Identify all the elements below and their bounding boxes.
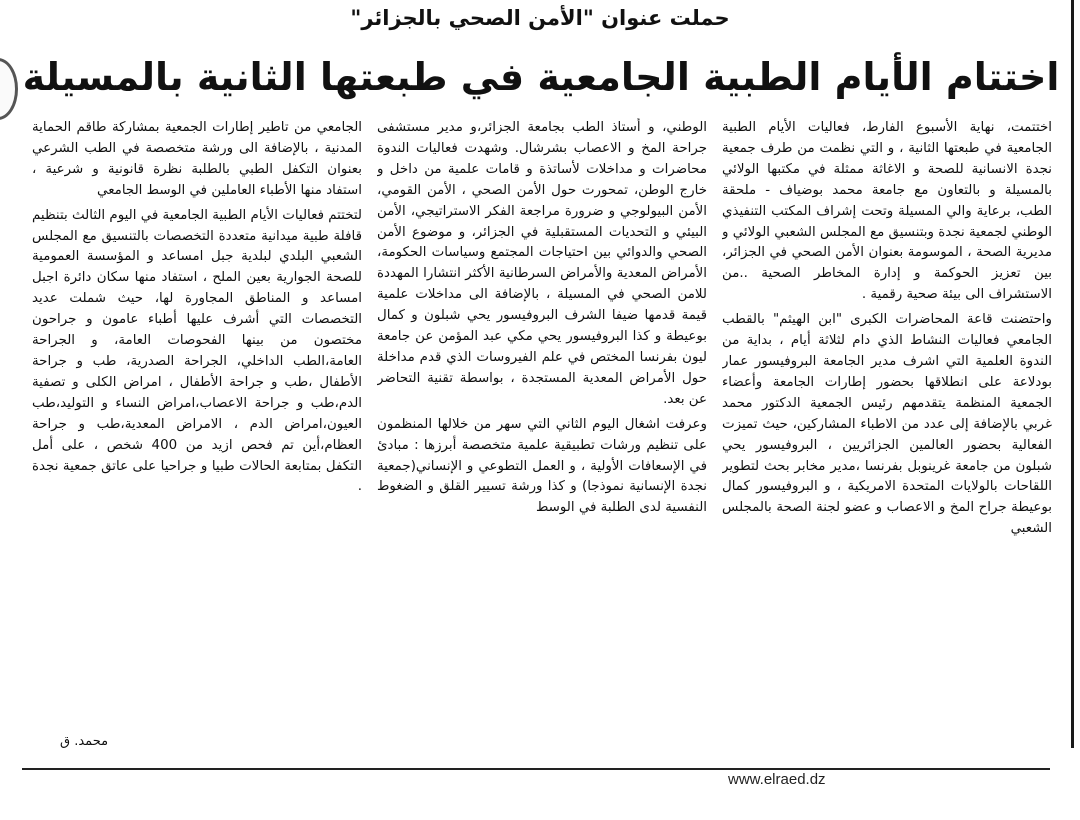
paragraph: وعرفت اشغال اليوم الثاني التي سهر من خلالها المنظمون على تنظيم ورشات تطبيقية علمية متخصصة أبرزها : مبادئ في الإسعافات الأولية ، و العمل التطوعي و الإنساني(جمعية نجدة الإنسانية نموذجا) و كذا ورشة تسيير القلق و الضغوط النفسية لدى الطلبة في الوسط — [377, 416, 707, 516]
article-column-2 — [377, 118, 707, 750]
author-signature: محمد. ق — [60, 734, 109, 749]
paragraph: اختتمت، نهاية الأسبوع الفارط، فعاليات الأيام الطبية الجامعية في طبعتها الثانية ، و التي نظمت من طرف جمعية نجدة الانسانية للصحة و الاغاثة ممثلة في مكتبها الولائي بالمسيلة و بالتعاون مع جامعة محمد بوضياف - ملحقة الطب، برعاية والي المسيلة وتحت إشراف المكتب التنفيذي الوطني لجمعية نجدة وبتنسيق مع المجلس الشعبي الولائي و مديرية الصحة ، الموسومة بعنوان الأمن الصحي في الجزائر، بين تعزيز الحوكمة و إدارة المخاطر الصحية ..من الاستشراف الى بيئة صحية رقمية . — [722, 120, 1052, 303]
article-column-1 — [722, 118, 1052, 750]
article-body — [32, 118, 1052, 750]
paragraph: واحتضنت قاعة المحاضرات الكبرى "ابن الهيثم" بالقطب الجامعي فعاليات النشاط الذي دام لثلاثة أيام ، بداية من الندوة العلمية التي اشرف مدير الجامعة البروفيسور عمار بودلاعة على انطلاقها بحضور إطارات الجامعة وأعضاء الجمعية المنظمة يتقدمهم رئيس الجمعية الدكتور محمد غربي بالإضافة إلى عدد من الاطباء المشاركين، حيث تميزت الفعالية بحضور العالمين الجزائريين ، البروفيسور يحي شبلون من جامعة غرينوبل بفرنسا ،مدير مخابر بحث لتطوير اللقاحات بالولايات المتحدة الامريكية ، و البروفيسور كمال بوعيطة جراح المخ و الاعصاب و عضو لجنة الصحة بالمجلس الشعبي — [722, 312, 1052, 537]
paragraph: لتختتم فعاليات الأيام الطبية الجامعية في اليوم الثالث بتنظيم قافلة طبية ميدانية متعددة التخصصات بالتنسيق مع المجلس الشعبي البلدي لبلدية جبل امساعد و المؤسسة العمومية للصحة الجوارية بعين الملح ، استفاد منها سكان دائرة اجبل امساعد و المناطق المجاورة لها، حيث شملت عديد التخصصات التي أشرف عليها أطباء عامون و جراحون مختصون من بينها الفحوصات العامة، و الجراحة العامة،الطب الداخلي، الجراحة الصدرية، طب و جراحة الأطفال ،طب و جراحة الأطفال ، امراض الكلى و تصفية الدم،طب و جراحة الاعصاب،امراض النساء و التوليد،طب العيون،امراض الدم ، الامراض المعدية،طب و جراحة العظام،أين تم فحص ازيد من 400 شخص ، على أمل التكفل بمتابعة الحالات طبيا و جراحيا على عاتق جمعية نجدة . — [32, 207, 362, 495]
page-edge-rule — [1071, 0, 1074, 748]
website-url[interactable]: www.elraed.dz — [720, 771, 834, 789]
article-headline: اختتام الأيام الطبية الجامعية في طبعتها الثانية بالمسيلة — [22, 55, 1060, 99]
article-column-3 — [32, 118, 362, 750]
article-kicker: حملت عنوان "الأمن الصحي بالجزائر" — [350, 6, 730, 30]
paragraph: الجامعي من تاطير إطارات الجمعية بمشاركة طاقم الحماية المدنية ، بالإضافة الى ورشة متخصصة في الطب الشرعي بعنوان التكفل الطبي بالطلبة نظرة قانونية و شرعية ، استفاد منها الأطباء العاملين في الوسط الجامعي — [32, 120, 362, 198]
footer-rule — [22, 768, 1050, 770]
paragraph: الوطني، و أستاذ الطب بجامعة الجزائر،و مدير مستشفى جراحة المخ و الاعصاب بشرشال. وشهدت فعاليات الندوة محاضرات و مداخلات لأساتذة و قامات علمية من داخل و خارج الوطن، تمحورت حول الأمن الصحي ، الأمن القومي، الأمن البيولوجي و ضرورة مراجعة الفكر الاستراتيجي، الأمن البيئي و التحديات المستقبلية في الجزائر، و موضوع الأمن الصحي والدوائي بين احتياجات المجتمع وسياسات الحكومة، الأمراض المعدية والأمراض السرطانية الأكثر انتشارا المهددة للامن الصحي في المسيلة ، بالإضافة الى مداخلات علمية قيمة قدمها ضيفا الشرف البروفيسور يحي شبلون و كمال بوعيطة و كذا البروفيسور يحي مكي عبد المؤمن عن جامعة ليون بفرنسا المختص في علم الفيروسات الذي قدم مداخلة حول الأمراض المعدية المستجدة ، بواسطة تقنية التحاضر عن بعد. — [377, 120, 707, 407]
